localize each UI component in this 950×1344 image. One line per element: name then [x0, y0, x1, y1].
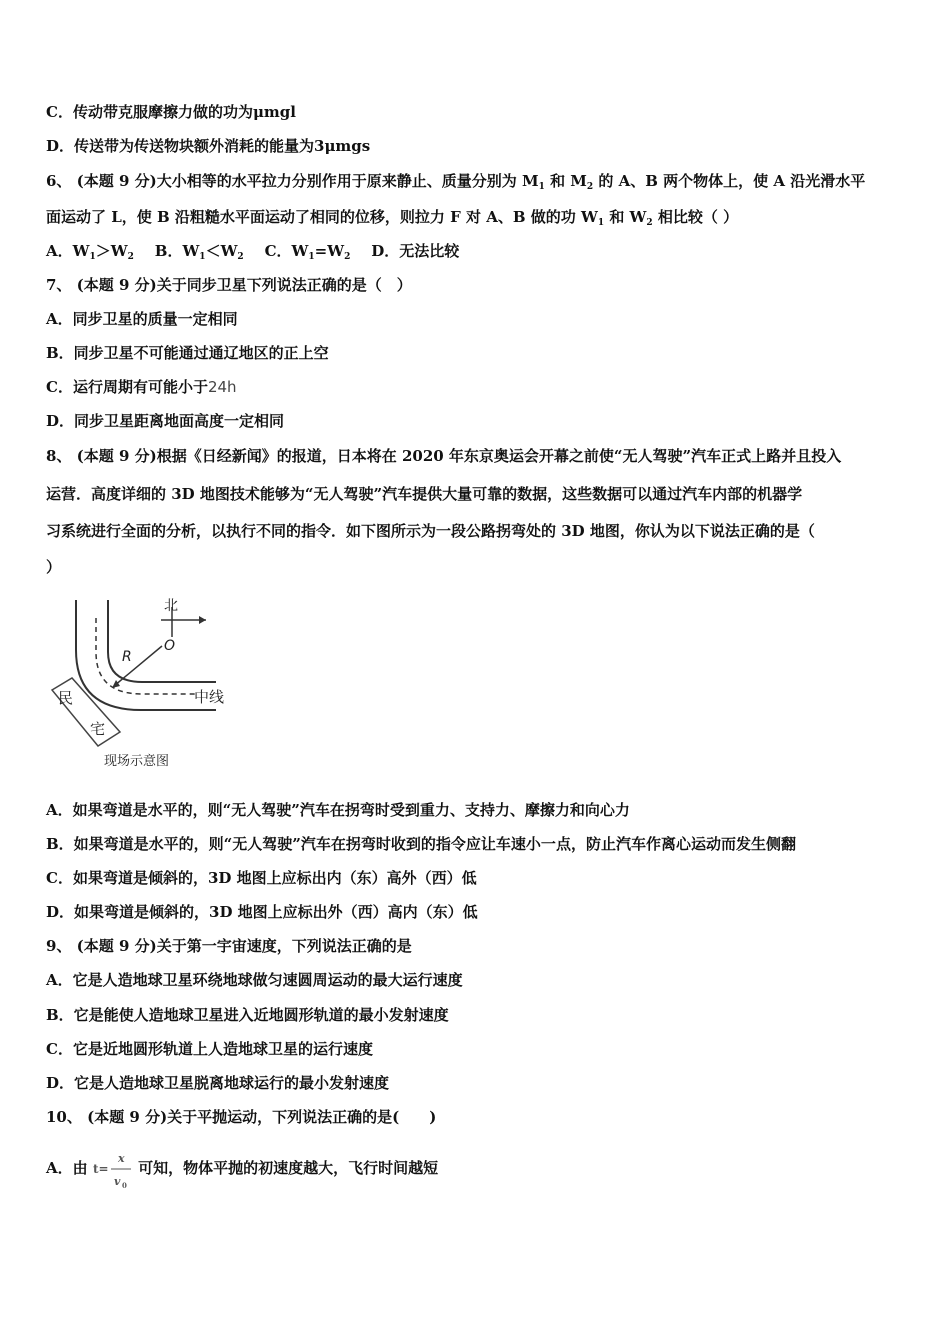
q9-option-b: B．它是能使人造地球卫星进入近地圆形轨道的最小发射速度: [46, 1006, 449, 1024]
house-label-2: 宅: [90, 720, 106, 738]
q6-stem-line1: [46, 171, 865, 197]
q5-option-c: C．传动带克服摩擦力做的功为μmgl: [46, 103, 296, 121]
q8-stem-line2: 运营．高度详细的 3D 地图技术能够为“无人驾驶”汽车提供大量可靠的数据，这些数据可以通过汽车内部的机器学: [46, 485, 803, 503]
formula-t: t=: [92, 1162, 109, 1176]
q8-option-b: B．如果弯道是水平的，则“无人驾驶”汽车在拐弯时收到的指令应让车速小一点，防止汽车作离心运动而发生侧翻: [46, 835, 796, 853]
q6-stem-part1: 6、 (本题 9 分)大小相等的水平拉力分别作用于原来静止、质量分别为 M: [46, 172, 539, 190]
q9-option-a: A．它是人造地球卫星环绕地球做匀速圆周运动的最大运行速度: [46, 971, 463, 989]
q5-option-d: D．传送带为传送物块额外消耗的能量为3μmgs: [46, 137, 371, 155]
q9-option-c: C．它是近地圆形轨道上人造地球卫星的运行速度: [46, 1040, 373, 1058]
road-inner-edge: [108, 600, 216, 682]
q7-option-b: B．同步卫星不可能通过通辽地区的正上空: [46, 344, 329, 362]
q6-line2-part2: 和 W: [604, 208, 647, 226]
q6-stem-sub2: 2: [586, 182, 594, 192]
q10-option-a-suffix: 可知，物体平抛的初速度越大，飞行时间越短: [138, 1159, 439, 1177]
q7-stem: 7、 (本题 9 分)关于同步卫星下列说法正确的是（ ）: [46, 276, 412, 294]
house-label-1: 民: [58, 689, 74, 707]
q10-option-a: [46, 1146, 438, 1190]
q6-line2-sub2: 2: [646, 218, 653, 228]
q8-stem-line3: 习系统进行全面的分析，以执行不同的指令．如下图所示为一段公路拐弯处的 3D 地图，你认为以下说法正确的是（: [46, 522, 815, 540]
q7-option-c: [46, 377, 237, 397]
formula-denominator-sub: 0: [121, 1181, 127, 1190]
q10-option-a-prefix: A．由: [46, 1159, 88, 1177]
road-curve-diagram: [46, 590, 236, 770]
q6-option-b: B．$W_1<W_2$: [154, 242, 244, 262]
q6-stem-part2: 和 M: [544, 172, 587, 190]
center-o-label: O: [164, 638, 176, 654]
q6-options: [46, 241, 459, 267]
q8-stem-line1: 8、 (本题 9 分)根据《日经新闻》的报道，日本将在 2020 年东京奥运会开幕之前使“无人驾驶”汽车正式上路并且投入: [46, 447, 842, 465]
formula-numerator: x: [117, 1152, 125, 1165]
q7-option-a: A．同步卫星的质量一定相同: [46, 310, 238, 328]
q6-option-a: A．$W_1>W_2$: [46, 242, 134, 262]
q9-option-d: D．它是人造地球卫星脱离地球运行的最小发射速度: [46, 1074, 390, 1092]
north-label: 北: [164, 598, 178, 614]
q8-stem-line4: ）: [46, 558, 62, 576]
q6-line2-part3: 相比较（ ）: [652, 208, 739, 226]
figure-caption: 现场示意图: [104, 754, 170, 769]
formula-t-equals-x-over-v0: [93, 1149, 133, 1193]
q9-stem: 9、 (本题 9 分)关于第一宇宙速度，下列说法正确的是: [46, 937, 412, 955]
formula-denominator: v: [113, 1175, 121, 1188]
q7-option-d: D．同步卫星距离地面高度一定相同: [46, 412, 285, 430]
q7-option-c-value: 24h: [207, 378, 237, 396]
q8-option-d: D．如果弯道是倾斜的，3D 地图上应标出外（西）高内（东）低: [46, 903, 478, 921]
q6-stem-sub1: 1: [538, 182, 545, 192]
radius-r-label: R: [122, 649, 132, 665]
formula: [93, 1149, 133, 1189]
q6-option-d: D．无法比较: [371, 242, 460, 260]
q10-stem: 10、 (本题 9 分)关于平抛运动，下列说法正确的是( ): [46, 1108, 437, 1126]
q6-option-c: C．$W_1=W_2$: [264, 242, 351, 262]
q8-option-c: C．如果弯道是倾斜的，3D 地图上应标出内（东）高外（西）低: [46, 869, 477, 887]
compass-arrow-head: [199, 616, 206, 624]
q6-stem-part3: 的 A、B 两个物体上，使 A 沿光滑水平: [593, 172, 866, 190]
road-curve-figure: [46, 590, 236, 770]
q6-stem-line2: [46, 207, 738, 233]
q8-option-a: A．如果弯道是水平的，则“无人驾驶”汽车在拐弯时受到重力、支持力、摩擦力和向心力: [46, 801, 630, 819]
centerline-label: 中线: [194, 688, 225, 706]
q7-option-c-text: C．运行周期有可能小于: [46, 378, 208, 396]
q6-line2-part1: 面运动了 L，使 B 沿粗糙水平面运动了相同的位移，则拉力 F 对 A、B 做的功 W: [46, 208, 598, 226]
q6-line2-sub1: 1: [597, 218, 605, 228]
